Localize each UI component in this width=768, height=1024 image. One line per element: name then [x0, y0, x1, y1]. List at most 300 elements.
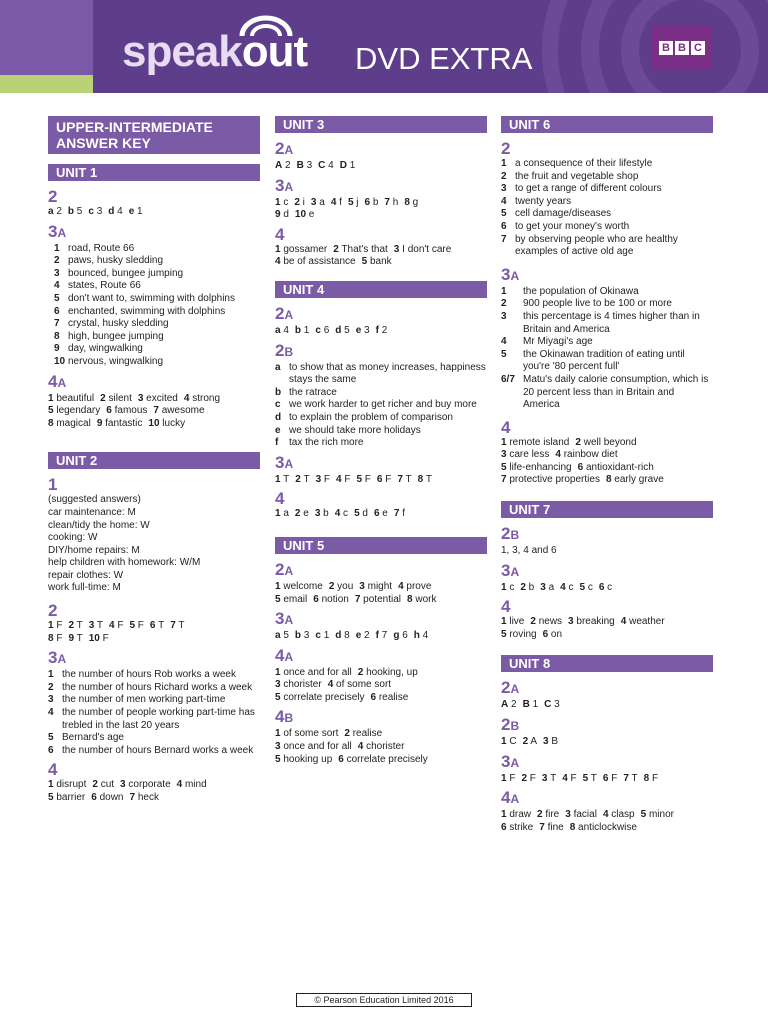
answer-key-label: A — [501, 699, 509, 711]
answer-pair — [335, 630, 349, 643]
answer-key-label: 1 — [48, 620, 54, 632]
answer-value: d — [280, 209, 289, 221]
list-item — [48, 293, 260, 306]
answer-pair — [348, 197, 359, 210]
bbc-letter: B — [659, 41, 673, 55]
answer-pair — [376, 630, 388, 643]
answer-key-label: 6 — [338, 753, 344, 765]
answer-pair — [501, 822, 533, 835]
answer-pair — [520, 582, 534, 595]
list-item — [501, 336, 713, 349]
answer-list — [275, 362, 487, 450]
item-number: 5 — [501, 348, 507, 360]
answer-value: news — [535, 616, 563, 628]
answer-key-label: 5 — [275, 753, 281, 765]
answer-value: F — [135, 620, 144, 632]
answer-key-label: 5 — [501, 461, 507, 473]
exercise-number: 1 — [48, 475, 58, 495]
answer-value: I don't care — [399, 243, 452, 255]
answer-line — [275, 160, 487, 173]
answer-value: potential — [360, 593, 401, 605]
answer-pair — [356, 325, 370, 338]
answer-key-label: 5 — [275, 691, 281, 703]
answer-key-label: 2 — [520, 581, 526, 593]
answer-value: 1 — [301, 324, 310, 336]
list-item — [275, 437, 487, 450]
item-text: don't want to, swimming with dolphins — [68, 292, 235, 304]
answer-key-label: 3 — [501, 449, 507, 461]
exercise-number: 2A — [275, 139, 294, 158]
answer-text: 1, 3, 4 and 6 — [501, 545, 557, 557]
list-item — [501, 196, 713, 209]
exercise-number: 2 — [48, 187, 58, 206]
answer-value: bank — [367, 256, 392, 268]
answer-line — [275, 594, 487, 607]
answer-line — [275, 754, 487, 767]
exercise-number: 4 — [275, 489, 285, 509]
answer-pair — [138, 393, 178, 406]
answer-value: of some sort — [280, 728, 339, 740]
item-text: to get a range of different colours — [515, 183, 662, 195]
answer-key-label: 7 — [397, 473, 403, 485]
list-item — [501, 298, 713, 311]
answer-lines — [501, 616, 713, 641]
answer-pair — [543, 629, 562, 642]
answer-value: life-enhancing — [506, 461, 572, 473]
list-item — [48, 280, 260, 293]
answer-pair — [335, 325, 349, 338]
answer-key-label: f — [375, 630, 379, 642]
answer-key-label: 4 — [398, 580, 404, 592]
answer-line — [275, 244, 487, 257]
answer-value: excited — [143, 392, 178, 404]
exercise-number: 3A — [501, 751, 520, 771]
answer-lines — [275, 667, 487, 705]
list-item — [48, 268, 260, 281]
item-text: the fruit and vegetable shop — [515, 170, 639, 182]
answer-key-label: 7 — [393, 508, 400, 520]
answer-pair — [275, 256, 356, 269]
answer-pair — [340, 160, 356, 173]
answer-pair — [129, 206, 143, 219]
item-number: 1 — [501, 158, 507, 169]
answer-key-label: d — [108, 206, 115, 217]
answer-key-label: 8 — [417, 473, 424, 485]
list-item — [48, 255, 260, 268]
answer-value: 4 — [419, 630, 429, 642]
answer-value: c — [565, 581, 574, 593]
answer-value: 3 — [551, 699, 560, 711]
answer-key-label: 10 — [88, 632, 100, 644]
answer-key-label: 2 — [328, 580, 335, 592]
item-number: 6/7 — [501, 373, 515, 385]
answer-key-label: b — [294, 324, 302, 336]
answer-pair — [501, 736, 517, 749]
answer-key-label: D — [339, 160, 347, 171]
answer-key-label: 3 — [310, 196, 317, 208]
list-item — [501, 171, 713, 184]
answer-line — [501, 629, 713, 642]
answer-lines — [501, 809, 713, 834]
answer-key-label: 1 — [501, 809, 507, 821]
answer-key-label: e — [355, 630, 362, 642]
answer-value: T — [94, 620, 104, 632]
answer-key-label: c — [88, 206, 94, 217]
answer-value: lucky — [159, 417, 186, 429]
answer-line — [275, 209, 487, 222]
item-text: 900 people live to be 100 or more — [523, 298, 672, 310]
answer-key-label: A — [275, 160, 283, 171]
column-1 — [48, 116, 260, 815]
item-text: Mr Miyagi's age — [523, 336, 593, 348]
answer-pair — [530, 616, 562, 629]
answer-value: 5 — [341, 324, 350, 336]
answer-key-label: 6 — [501, 821, 507, 833]
answer-value: strike — [506, 821, 534, 833]
answer-key-label: 4 — [562, 772, 568, 784]
answer-key-label: 7 — [129, 792, 136, 803]
exercise-number: 4 — [48, 760, 58, 780]
item-number: 6 — [48, 744, 54, 756]
answer-key-label: 4 — [109, 620, 115, 632]
answer-key-label: 2 — [530, 616, 536, 628]
answer-value: c — [585, 581, 593, 593]
list-item — [501, 349, 713, 374]
answer-key-label: 5 — [275, 593, 281, 605]
answer-key-label: 1 — [501, 581, 507, 593]
answer-value: rainbow diet — [560, 449, 618, 461]
answer-key-label: 6 — [602, 772, 609, 784]
answer-pair — [275, 630, 289, 643]
answer-lines — [501, 437, 713, 487]
answer-value: hooking, up — [363, 666, 418, 678]
unit-heading: UNIT 4 — [275, 281, 487, 298]
item-text: twenty years — [515, 195, 572, 207]
answer-pair — [362, 256, 392, 269]
answer-key-label: 1 — [275, 508, 281, 520]
answer-key-label: 2 — [357, 666, 364, 678]
answer-key-label: 6 — [91, 792, 97, 803]
answer-key-label: 9 — [96, 417, 103, 429]
item-text: the number of people working part-time has trebled in the last 20 years — [62, 707, 255, 731]
item-text: high, bungee jumping — [68, 330, 164, 342]
list-item — [48, 331, 260, 344]
item-number: 3 — [48, 694, 54, 706]
speech-arc-icon — [236, 14, 296, 38]
item-text: the population of Okinawa — [523, 285, 639, 297]
answer-pair — [318, 160, 334, 173]
text-line: car maintenance: M — [48, 506, 136, 518]
answer-pair — [544, 699, 560, 712]
answer-value: might — [364, 580, 393, 592]
answer-pair — [329, 581, 353, 594]
answer-value: facial — [570, 809, 597, 821]
answer-value: awesome — [158, 405, 205, 417]
answer-value: magical — [53, 417, 91, 429]
answer-key-label: 5 — [501, 628, 507, 640]
answer-key-label: 2 — [68, 620, 75, 632]
answer-pair — [177, 779, 207, 792]
answer-value: minor — [646, 809, 674, 821]
answer-value: correlate precisely — [343, 753, 428, 765]
answer-value: correlate precisely — [280, 691, 365, 703]
answer-key-label: 5 — [354, 508, 360, 520]
answer-pair — [336, 474, 350, 487]
answer-pair — [501, 616, 524, 629]
answer-key-label: 4 — [334, 508, 341, 520]
answer-pair — [275, 754, 332, 767]
list-item — [48, 243, 260, 256]
answer-pair — [275, 679, 322, 692]
answer-pair — [275, 692, 364, 705]
exercise-number: 4 — [501, 597, 511, 617]
answer-key-label: 6 — [364, 196, 371, 208]
answer-pair — [275, 325, 289, 338]
answer-key-label: 1 — [501, 772, 507, 784]
list-item — [275, 412, 487, 425]
answer-value: F — [53, 620, 63, 632]
answer-value: a — [280, 508, 289, 520]
answer-pair — [68, 206, 82, 219]
exercise-number: 3A — [501, 264, 520, 284]
answer-pair — [275, 594, 307, 607]
answer-pair — [539, 822, 563, 835]
answer-pair — [295, 474, 309, 487]
answer-value: strong — [189, 392, 221, 404]
answer-key-label: 2 — [92, 779, 98, 791]
answer-key-label: 7 — [501, 474, 507, 486]
answer-key-label: 2 — [575, 436, 581, 448]
item-number: f — [275, 437, 279, 449]
answer-key-label: 6 — [149, 620, 156, 632]
answer-pair — [297, 160, 313, 173]
answer-pair — [335, 508, 348, 521]
answer-key-label: 7 — [170, 620, 176, 632]
exercise-number: 2A — [275, 559, 294, 579]
answer-pair — [48, 393, 94, 406]
answer-line — [275, 741, 487, 754]
exercise-number: 2B — [275, 340, 294, 360]
answer-key-label: 7 — [539, 821, 545, 833]
exercise-number: 4A — [48, 371, 67, 391]
text-line: work full-time: M — [48, 582, 121, 594]
answer-pair — [523, 736, 537, 749]
answer-pair — [148, 418, 185, 431]
item-text: paws, husky sledding — [68, 255, 164, 267]
answer-key-label: 8 — [407, 593, 413, 605]
list-item — [501, 208, 713, 221]
text-line: (suggested answers) — [48, 494, 141, 506]
answer-key-label: 4 — [602, 809, 609, 821]
answer-key-label: 6 — [376, 473, 383, 485]
answer-pair — [48, 633, 62, 646]
answer-key-label: 4 — [560, 581, 566, 593]
exercise-number: 3A — [48, 648, 67, 668]
answer-key-label: d — [335, 324, 342, 336]
column-3 — [501, 116, 713, 844]
item-text: Matu's daily calorie consumption, which is 20 percent less than in Britain and America — [523, 373, 709, 411]
item-text: the ratrace — [289, 386, 337, 398]
answer-text — [48, 494, 260, 595]
answer-pair — [275, 209, 289, 222]
answer-pair — [333, 244, 388, 257]
answer-key-label: 3 — [137, 392, 144, 404]
answer-pair — [568, 616, 615, 629]
answer-lines — [275, 244, 487, 269]
answer-key-label: 6 — [542, 628, 549, 640]
answer-key-label: 2 — [521, 772, 528, 784]
list-item — [501, 158, 713, 171]
answer-value: prove — [403, 580, 432, 592]
answer-lines — [48, 620, 260, 645]
answer-pair — [355, 594, 401, 607]
answer-pair — [575, 437, 636, 450]
answer-key-label: 2 — [333, 243, 339, 255]
item-number: 4 — [501, 336, 507, 348]
answer-pair — [275, 741, 352, 754]
answer-key-label: 5 — [347, 196, 354, 208]
item-text: a consequence of their lifestyle — [515, 158, 653, 169]
answer-pair — [100, 393, 132, 406]
item-text: tax the rich more — [289, 437, 364, 449]
answer-key-label: 4 — [183, 392, 190, 404]
answer-value: corporate — [125, 779, 171, 791]
answer-list — [501, 286, 713, 412]
answer-pair — [501, 699, 517, 712]
answer-value: silent — [105, 392, 132, 404]
answer-key-label: 8 — [569, 821, 576, 833]
answer-list — [48, 669, 260, 757]
answer-key-label: 5 — [129, 620, 136, 632]
answer-pair — [521, 773, 535, 786]
answer-value: F — [649, 772, 659, 784]
list-item — [501, 311, 713, 336]
answer-value: F — [114, 620, 124, 632]
list-item — [48, 707, 260, 732]
answer-key-label: 3 — [120, 779, 126, 791]
answer-pair — [295, 630, 309, 643]
item-number: 5 — [54, 292, 60, 304]
answer-value: 4 — [114, 206, 123, 217]
answer-pair — [106, 405, 147, 418]
answer-key-label: 1 — [501, 736, 507, 748]
answer-pair — [315, 325, 329, 338]
answer-value: e — [379, 508, 388, 520]
answer-value: chorister — [280, 679, 322, 691]
item-text: this percentage is 4 times higher than in Britain and America — [523, 310, 700, 335]
exercise-number: 4B — [275, 707, 294, 727]
item-text: states, Route 66 — [68, 280, 141, 292]
answer-line — [275, 508, 487, 521]
text-line: DIY/home repairs: M — [48, 544, 140, 556]
answer-value: T — [74, 632, 83, 644]
answer-key-label: 1 — [275, 243, 281, 255]
answer-value: cut — [97, 779, 115, 791]
item-number: 8 — [54, 330, 60, 342]
list-item — [501, 221, 713, 234]
item-number: d — [275, 411, 282, 423]
bbc-logo — [652, 26, 712, 70]
item-number: 10 — [54, 355, 66, 367]
answer-pair — [311, 197, 325, 210]
answer-pair — [501, 582, 514, 595]
list-item — [48, 694, 260, 707]
answer-pair — [328, 679, 391, 692]
answer-value: j — [353, 196, 359, 208]
answer-key-label: 3 — [88, 620, 95, 632]
answer-pair — [501, 462, 572, 475]
answer-line — [501, 582, 713, 595]
answer-pair — [338, 754, 427, 767]
answer-value: C — [506, 736, 517, 748]
answer-key-label: 8 — [404, 196, 410, 208]
column-2 — [275, 116, 487, 776]
answer-key-label: 9 — [275, 209, 281, 221]
item-number: 4 — [48, 707, 54, 719]
answer-pair — [555, 449, 617, 462]
list-item — [48, 306, 260, 319]
answer-pair — [89, 633, 109, 646]
answer-value: F — [527, 772, 536, 784]
answer-key-label: c — [315, 630, 321, 642]
list-item — [501, 374, 713, 412]
answer-value: T — [175, 620, 185, 632]
unit-heading: UNIT 5 — [275, 537, 487, 554]
answer-pair — [315, 630, 329, 643]
text-line: help children with homework: W/M — [48, 557, 201, 569]
answer-value: 1 — [134, 206, 143, 217]
answer-value: live — [506, 616, 525, 628]
header-left-block — [0, 0, 93, 75]
list-item — [275, 425, 487, 438]
answer-pair — [48, 405, 100, 418]
answer-key-label: 1 — [275, 666, 281, 678]
answer-pair — [359, 581, 392, 594]
answer-pair — [358, 741, 405, 754]
answer-pair — [565, 809, 597, 822]
answer-key-label: 4 — [555, 449, 561, 461]
answer-line — [275, 474, 487, 487]
item-number: 4 — [54, 280, 60, 292]
exercise-number: 3A — [275, 609, 294, 629]
answer-value: 2 — [282, 160, 291, 171]
answer-value: T — [588, 772, 597, 784]
answer-pair — [129, 620, 143, 633]
item-text: the number of hours Richard works a week — [62, 681, 253, 693]
answer-line — [501, 437, 713, 450]
answer-value: 1 — [320, 630, 330, 642]
answer-key-label: 2 — [522, 736, 529, 748]
answer-key-label: 8 — [643, 772, 650, 784]
item-text: by observing people who are healthy examples of active old age — [515, 233, 678, 258]
answer-line — [275, 256, 487, 269]
answer-value: T — [280, 473, 290, 485]
item-text: to show that as money increases, happiness stays the same — [289, 361, 486, 386]
answer-value: T — [547, 772, 557, 784]
answer-key-label: g — [393, 630, 400, 642]
answer-key-label: 3 — [565, 809, 571, 821]
answer-pair — [88, 206, 102, 219]
item-number: 6 — [54, 305, 60, 317]
answer-value: 1 — [529, 699, 539, 711]
answer-pair — [68, 633, 82, 646]
answer-line — [275, 325, 487, 338]
answer-value: be of assistance — [280, 256, 356, 268]
answer-value: T — [74, 620, 83, 632]
item-number: 3 — [501, 183, 507, 195]
answer-pair — [397, 474, 411, 487]
list-item — [501, 183, 713, 196]
